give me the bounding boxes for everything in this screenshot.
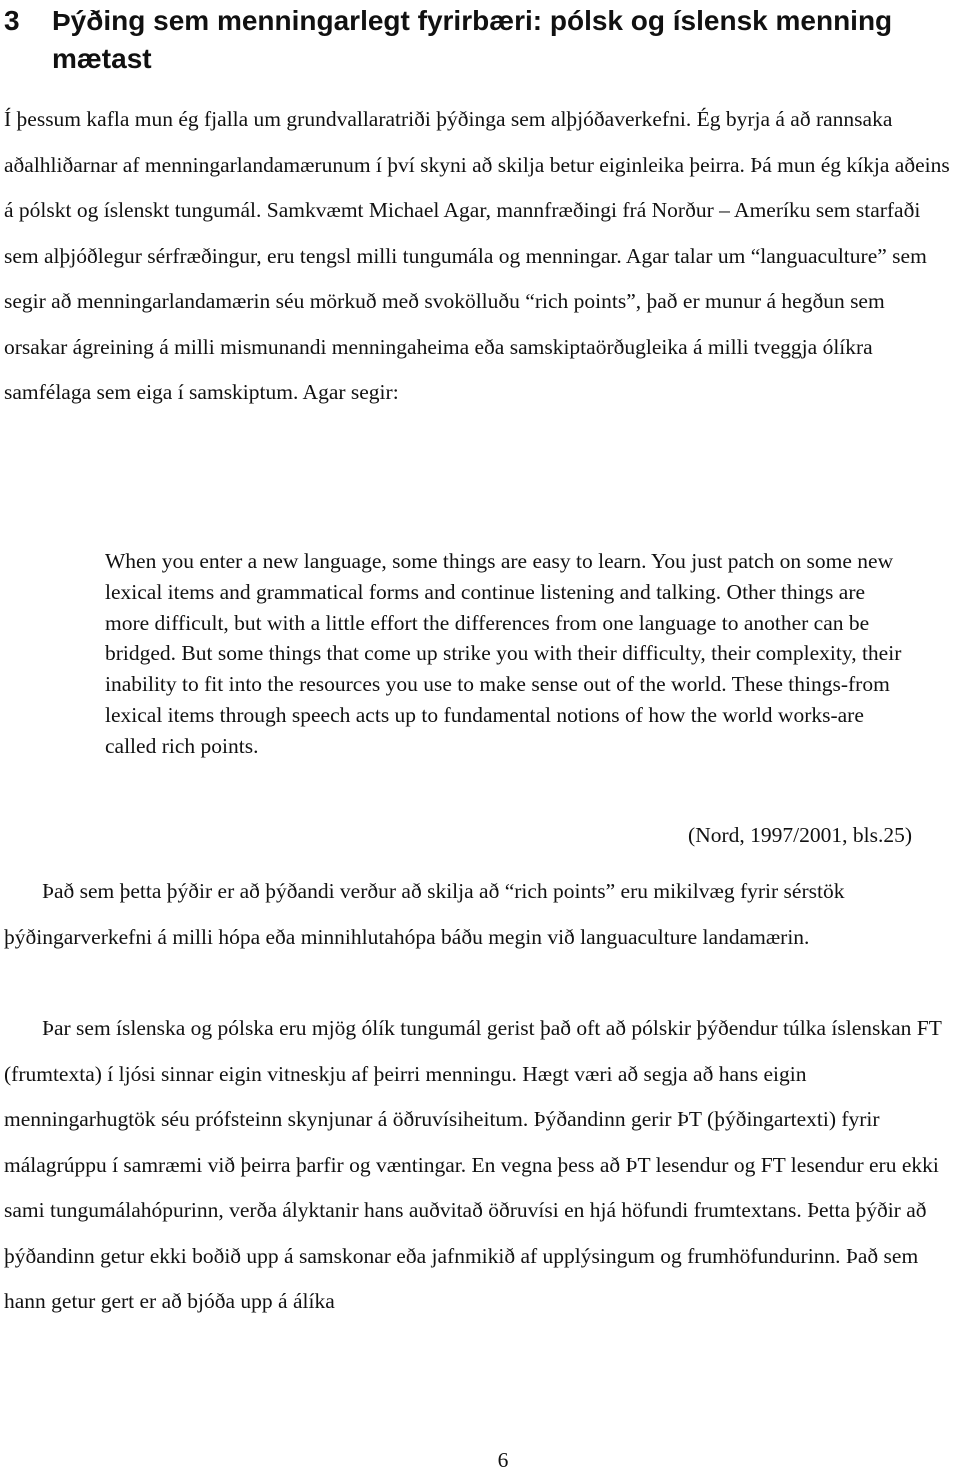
block-quote: When you enter a new language, some things are easy to learn. You just patch on some new lexical items and grammatical forms and continue listening and talking. Other things are more difficult, but with a little effort the differences from one language to another can be bridged. But some things that come up strike you with their difficulty, their complexity, their inability to fit into the resources you use to make sense out of the world. These things-from lexical items through speech acts up to fundamental notions of how the world works-are called rich points. [105,549,902,758]
page-number: 6 [497,1448,509,1472]
paragraph-rich-points: Það sem þetta þýðir er að þýðandi verður að skilja að “rich points” eru mikilvæg fyrir sérstök þýðingarverkefni á milli hópa eða minnihlutahópa báðu megin við languaculture landamærin. [4,879,845,949]
section-title: Þýðing sem menningarlegt fyrirbæri: pólsk og íslensk menning mætast [52,5,893,74]
section-heading [4,2,944,78]
quote-citation: (Nord, 1997/2001, bls.25) [688,823,912,847]
paragraph-intro: Í þessum kafla mun ég fjalla um grundvallaratriði þýðinga sem alþjóðaverkefni. Ég byrja á að rannsaka aðalhliðarnar af menningarlandamærunum í því skyni að skilja betur eiginleika þeirra. Þá mun ég kíkja aðeins á pólskt og íslenskt tungumál. Samkvæmt Michael Agar, mannfræðingi frá Norður – Ameríku sem starfaði sem alþjóðlegur sérfræðingur, eru tengsl milli tungumála og menningar. Agar talar um “languaculture” sem segir að menningarlandamærin séu mörkuð með svokölluðu “rich points”, það er munur á hegðun sem orsakar ágreining á milli mismunandi menningaheima eða samskiptaörðugleika á milli tveggja ólíkra samfélaga sem eiga í samskiptum. Agar segir: [4,107,950,404]
paragraph-translators: Þar sem íslenska og pólska eru mjög ólík tungumál gerist það oft að pólskir þýðendur túlka íslenskan FT (frumtexta) í ljósi sinnar eigin vitneskju af þeirri menningu. Hægt væri að segja að hans eigin menningarhugtök séu prófsteinn skynjunar á öðruvísiheitum. Þýðandinn gerir ÞT (þýðingartexti) fyrir málagrúppu í samræmi við þeirra þarfir og væntingar. En vegna þess að ÞT lesendur og FT lesendur eru ekki sami tungumálahópurinn, verða ályktanir hans auðvitað öðruvísi en hjá höfundi frumtextans. Þetta þýðir að þýðandinn getur ekki boðið upp á samskonar eða jafnmikið af upplýsingum og frumhöfundurinn. Það sem hann getur gert er að bjóða upp á álíka [4,1016,942,1313]
section-number: 3 [4,5,20,36]
